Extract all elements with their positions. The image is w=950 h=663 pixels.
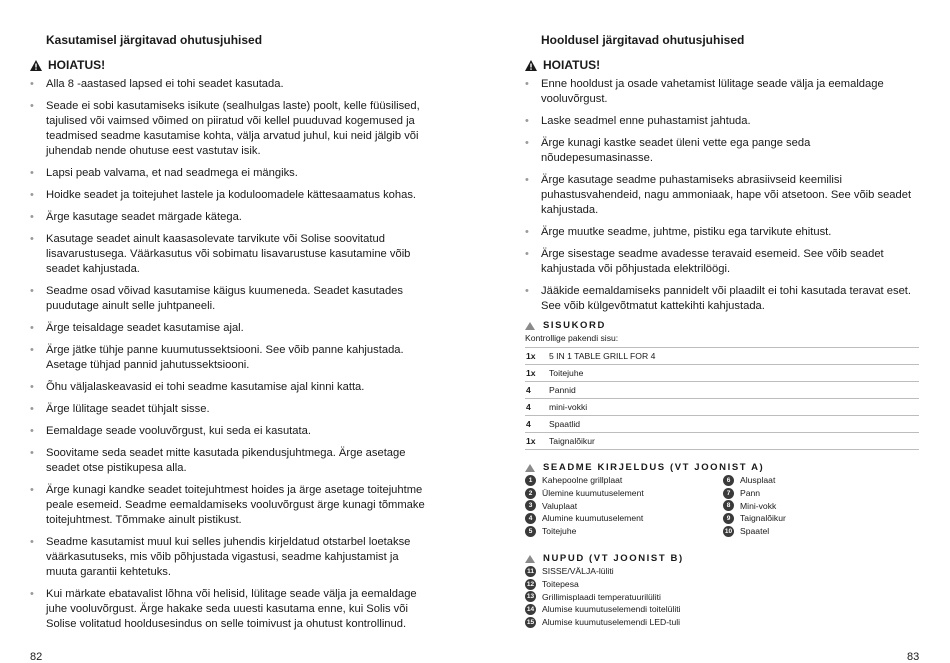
table-row [525,365,919,382]
warning-icon [30,60,42,71]
list-item [525,474,644,487]
contents-table [525,347,919,450]
contents-subtitle: Kontrollige pakendi sisu: [525,333,619,343]
item-label: Grillimisplaadi temperatuurilüliti [542,591,661,602]
list-item: • Ärge kunagi kastke seadet üleni vette ega pange seda nõudepesumasinasse. [525,136,925,166]
table-row [525,348,919,365]
list-item [525,487,644,500]
list-item: • Eemaldage seade vooluvõrgust, kui seda ei kasutata. [30,424,430,439]
item-label: SISSE/VÄLJA-lüliti [542,566,614,577]
list-item [723,487,786,500]
number-badge: 13 [526,593,535,601]
item-cell: mini-vokki [549,399,919,416]
list-item [723,499,786,512]
list-item: • Alla 8 -aastased lapsed ei tohi seadet kasutada. [30,77,430,92]
warning-icon [525,60,537,71]
number-badge: 9 [723,513,734,524]
list-item: • Õhu väljalaskeavasid ei tohi seadme kasutamise ajal kinni katta. [30,380,430,395]
item-cell: Pannid [549,382,919,399]
item-cell: 5 IN 1 TABLE GRILL FOR 4 [549,348,919,365]
number-badge: 7 [723,488,734,499]
safety-list-maintenance [525,77,925,321]
item-label: Pann [740,488,761,499]
list-item [525,512,644,525]
quantity-cell: 1x [525,433,549,450]
item-label: Toitepesa [542,579,579,590]
buttons-list [525,565,681,628]
page-heading: Kasutamisel järgitavad ohutusjuhised [46,33,263,47]
number-badge: 14 [526,605,535,613]
list-item: • Ärge sisestage seadme avadesse teravaid esemeid. See võib seadet kahjustada või põhjustada elektrilöögi. [525,247,925,277]
list-item [525,590,681,603]
list-item: • Seade ei sobi kasutamiseks isikute (sealhulgas laste) poolt, kelle füüsilised, tajulised või vaimsed võimed on piiratud või kellel puuduvad kogemused ja teadmised seadme kasutamise kohta, välja arvatud juhul, kui neid jälgib või juhendab nende ohutuse eest vastutav isik. [30,99,430,159]
list-item [525,565,681,578]
number-badge: 10 [724,527,733,535]
item-label: Mini-vokk [740,500,777,511]
safety-list-usage [30,77,430,639]
list-item: • Ärge lülitage seadet tühjalt sisse. [30,402,430,417]
item-label: Spaatel [740,526,770,537]
item-label: Toitejuhe [542,526,577,537]
item-label: Alumise kuumutuselemendi toitelüliti [542,604,681,615]
list-item: • Ärge jätke tühje panne kuumutussektsiooni. See võib panne kahjustada. Asetage tühjad pannid jahutussektsiooni. [30,343,430,373]
item-label: Valuplaat [542,500,578,511]
list-item [525,603,681,616]
warning-text: HOIATUS! [48,58,106,72]
quantity-cell: 4 [525,399,549,416]
list-item: • Ärge kasutage seadet märgade kätega. [30,210,430,225]
list-item: • Enne hooldust ja osade vahetamist lülitage seade välja ja eemaldage vooluvõrgust. [525,77,925,107]
item-label: Kahepoolne grillplaat [542,475,623,486]
list-item: • Soovitame seda seadet mitte kasutada pikendusjuhtmega. Ärge asetage seadet otse pistikupesa alla. [30,446,430,476]
number-badge: 6 [723,475,734,486]
description-list-2 [723,474,786,537]
quantity-cell: 4 [525,382,549,399]
list-item: • Kui märkate ebatavalist lõhna või helisid, lülitage seade välja ja eemaldage juhe vooluvõrgust. Ärge hakake seda uuesti kasutama enne, kui Solis või Solise volitatud hooldusesindus on selle toimivust ja ohutust kontrollinud. [30,587,430,632]
contents-title-text: SISUKORD [543,320,606,331]
table-row [525,399,919,416]
item-cell: Spaatlid [549,416,919,433]
list-item: • Laske seadmel enne puhastamist jahtuda. [525,114,925,129]
item-label: Alusplaat [740,475,776,486]
number-badge: 12 [526,580,535,588]
number-badge: 11 [525,566,536,577]
number-badge: 1 [525,475,536,486]
list-item [525,525,644,538]
number-badge: 5 [525,526,536,537]
list-item [525,499,644,512]
number-badge: 4 [525,513,536,524]
list-item: • Seadme kasutamist muul kui selles juhendis kirjeldatud otstarbel loetakse väärkasutuseks, mis võib põhjustada vigastusi, seadme kahjustamist ja muuta garantii kehtetuks. [30,535,430,580]
description-list-1 [525,474,644,537]
table-row [525,416,919,433]
list-item: • Ärge teisaldage seadet kasutamise ajal. [30,321,430,336]
triangle-icon [525,464,535,472]
list-item: • Ärge kunagi kandke seadet toitejuhtmest hoides ja ärge asetage toitejuhtme peale esemeid. Seadme eemaldamiseks vooluvõrgust ärge kunagi tõmmake toitejuhtmest. Tõmmake ainult pistikust. [30,483,430,528]
list-item [723,525,786,538]
number-badge: 3 [525,500,536,511]
table-row [525,433,919,450]
contents-title [525,320,606,331]
description-title [525,462,764,473]
quantity-cell: 1x [525,348,549,365]
list-item: • Kasutage seadet ainult kaasasolevate tarvikute või Solise soovitatud lisavarustusega. Väärkasutus või sobimatu lisavarustuse kasutamine võib seadet kahjustada. [30,232,430,277]
buttons-title [525,553,684,564]
warning-label [30,58,105,72]
list-item [723,512,786,525]
buttons-title-text: NUPUD (VT JOONIST B) [543,553,684,564]
list-item: • Seadme osad võivad kasutamise käigus kuumeneda. Seadet kasutades puudutage ainult selle juhtpaneeli. [30,284,430,314]
number-badge: 8 [723,500,734,511]
item-label: Alumise kuumutuselemendi LED-tuli [542,617,681,628]
list-item: • Ärge muutke seadme, juhtme, pistiku ega tarvikute ehitust. [525,225,925,240]
number-badge: 2 [525,488,536,499]
list-item: • Hoidke seadet ja toitejuhet lastele ja koduloomadele kättesaamatus kohas. [30,188,430,203]
right-page [475,0,950,663]
quantity-cell: 1x [525,365,549,382]
item-label: Alumine kuumutuselement [542,513,644,524]
list-item [723,474,786,487]
item-cell: Taignalõikur [549,433,919,450]
list-item: • Ärge kasutage seadme puhastamiseks abrasiivseid keemilisi puhastusvahendeid, nagu ammoniaak, hape või atsetoon. See võib seadet kahjustada. [525,173,925,218]
quantity-cell: 4 [525,416,549,433]
page-number: 83 [907,651,920,663]
list-item [525,578,681,591]
list-item: • Jääkide eemaldamiseks pannidelt või plaadilt ei tohi kasutada teravat eset. See võib külgevõtmatut kattekihti kahjustada. [525,284,925,314]
item-label: Ülemine kuumutuselement [542,488,644,499]
list-item [525,616,681,629]
table-row [525,382,919,399]
triangle-icon [525,322,535,330]
description-title-text: SEADME KIRJELDUS (VT JOONIST A) [543,462,765,473]
warning-text: HOIATUS! [543,58,601,72]
item-cell: Toitejuhe [549,365,919,382]
number-badge: 15 [526,618,535,626]
page-heading: Hooldusel järgitavad ohutusjuhised [541,33,745,47]
triangle-icon [525,555,535,563]
warning-label [525,58,600,72]
item-label: Taignalõikur [740,513,786,524]
page-number: 82 [30,651,43,663]
list-item: • Lapsi peab valvama, et nad seadmega ei mängiks. [30,166,430,181]
